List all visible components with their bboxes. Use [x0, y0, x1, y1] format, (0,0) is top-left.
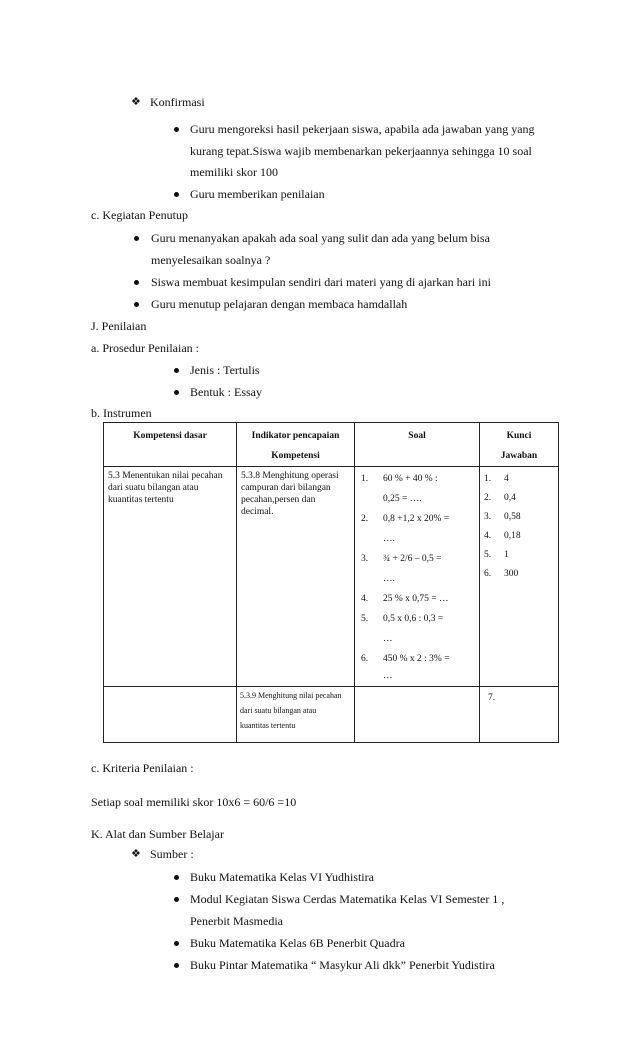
sumber-item-2-line-2: Penerbit Masmedia	[190, 914, 283, 928]
bullet-icon	[134, 302, 139, 307]
indikator-cell-2	[237, 687, 355, 743]
soal-line-2: …	[383, 634, 393, 644]
kunci-number: 4.	[484, 531, 492, 541]
indikator-2-line-3: kuantitas tertentu	[240, 721, 296, 730]
bullet-icon	[174, 897, 179, 902]
soal-line-2: ….	[383, 574, 395, 584]
kunci-number: 5.	[484, 550, 492, 560]
bullet-icon	[174, 368, 179, 373]
kunci-item	[484, 527, 558, 546]
soal-line-1: ¾ + 2/6 – 0,5 =	[383, 554, 442, 564]
diamond-bullet-icon: ❖	[131, 848, 141, 860]
soal-line-1: 450 % x 2 : 3% =	[383, 654, 450, 664]
soal-number: 1.	[361, 474, 369, 484]
table-row	[104, 467, 559, 687]
sumber-item-3: Buku Matematika Kelas 6B Penerbit Quadra	[190, 936, 405, 950]
soal-cell-empty	[355, 687, 480, 743]
bullet-icon	[174, 963, 179, 968]
header-indikator-line-1: Indikator pencapaian	[251, 431, 340, 441]
kunci-item	[484, 565, 558, 584]
soal-item	[361, 649, 479, 669]
kunci-item	[484, 546, 558, 565]
kunci-list	[480, 467, 558, 584]
kunci-item	[484, 470, 558, 489]
soal-line-1: 0,8 +1,2 x 20% =	[383, 514, 450, 524]
jenis-item: Jenis : Tertulis	[190, 363, 260, 377]
soal-number: 3.	[361, 554, 369, 564]
kunci-number: 6.	[484, 569, 492, 579]
soal-number: 5.	[361, 614, 369, 624]
header-kunci-line-1: Kunci	[506, 431, 532, 441]
kunci-value: 0,4	[504, 493, 516, 503]
header-kunci-line-2: Jawaban	[500, 451, 538, 461]
instrumen-heading: b. Instrumen	[91, 406, 152, 420]
kunci-number: 3.	[484, 512, 492, 522]
header-soal	[355, 423, 480, 467]
bullet-icon	[174, 390, 179, 395]
diamond-bullet-icon: ❖	[131, 96, 141, 108]
konfirmasi-item-1-line-1: Guru mengoreksi hasil pekerjaan siswa, apabila ada jawaban yang yang	[190, 122, 535, 136]
table-row	[104, 687, 559, 743]
kunci-value: 0,58	[504, 512, 521, 522]
penutup-heading: c. Kegiatan Penutup	[91, 208, 188, 222]
konfirmasi-item-1-line-3: memiliki skor 100	[190, 165, 278, 179]
indikator-text: 5.3.8 Menghitung operasi campuran dari bilangan pecahan,persen dan decimal.	[241, 471, 339, 517]
sumber-item-1: Buku Matematika Kelas VI Yudhistira	[190, 870, 374, 884]
soal-line-2: 0,25 = ….	[383, 494, 422, 504]
indikator-cell	[237, 467, 355, 687]
bullet-icon	[174, 192, 179, 197]
prosedur-heading: a. Prosedur Penilaian :	[91, 341, 199, 355]
kunci-cell-2	[480, 687, 559, 743]
kunci-number: 1.	[484, 474, 492, 484]
kd-cell	[104, 467, 237, 687]
bullet-icon	[134, 236, 139, 241]
soal-item	[361, 609, 479, 649]
soal-item	[361, 469, 479, 509]
penutup-item-1-line-1: Guru menanyakan apakah ada soal yang sulit dan ada yang belum bisa	[151, 231, 490, 245]
sumber-item-2-line-1: Modul Kegiatan Siswa Cerdas Matematika Kelas VI Semester 1 ,	[190, 892, 505, 906]
sumber-heading: Sumber :	[150, 847, 194, 861]
penutup-item-3: Guru menutup pelajaran dengan membaca hamdallah	[151, 297, 408, 311]
kunci-value: 300	[504, 569, 519, 579]
soal-number: 6.	[361, 654, 369, 664]
soal-tail: …	[383, 671, 393, 681]
kriteria-text: Setiap soal memiliki skor 10x6 = 60/6 =10	[91, 795, 297, 809]
kunci-item	[484, 508, 558, 527]
bullet-icon	[134, 280, 139, 285]
soal-line-1: 60 % + 40 % :	[383, 474, 438, 484]
soal-line-1: 0,5 x 0,6 : 0,3 =	[383, 614, 444, 624]
alat-heading: K. Alat dan Sumber Belajar	[91, 827, 224, 841]
bullet-icon	[174, 127, 179, 132]
bentuk-item: Bentuk : Essay	[190, 385, 262, 399]
penilaian-heading: J. Penilaian	[91, 319, 147, 333]
header-indikator	[237, 423, 355, 467]
indikator-2-line-1: 5.3.9 Menghitung nilai pecahan	[240, 691, 342, 700]
kunci-7: 7.	[488, 693, 496, 703]
konfirmasi-heading: Konfirmasi	[150, 95, 205, 109]
konfirmasi-item-1-line-2: kurang tepat.Siswa wajib membenarkan pekerjaannya sehingga 10 soal	[190, 144, 532, 158]
header-indikator-line-2: Kompetensi	[271, 451, 320, 461]
sumber-item-4: Buku Pintar Matematika “ Masykur Ali dkk” Penerbit Yudistira	[190, 958, 495, 972]
table-header-row	[104, 423, 559, 467]
kd-text: 5.3 Menentukan nilai pecahan dari suatu bilangan atau kuantitas tertentu	[108, 471, 223, 505]
soal-number: 2.	[361, 514, 369, 524]
header-kompetensi-dasar	[104, 423, 237, 467]
konfirmasi-item-2: Guru memberikan penilaian	[190, 187, 325, 201]
soal-list	[355, 467, 479, 669]
kriteria-heading: c. Kriteria Penilaian :	[91, 761, 194, 775]
kunci-number: 2.	[484, 493, 492, 503]
indikator-2-line-2: dari suatu bilangan atau	[240, 706, 317, 715]
soal-line-2: ….	[383, 534, 395, 544]
header-kunci-jawaban	[480, 423, 559, 467]
kd-cell-empty	[104, 687, 237, 743]
soal-line-1: 25 % x 0,75 = …	[383, 594, 449, 604]
soal-item	[361, 509, 479, 549]
soal-number: 4.	[361, 594, 369, 604]
instrument-table	[103, 422, 559, 743]
kunci-item	[484, 489, 558, 508]
kunci-value: 0,18	[504, 531, 521, 541]
kunci-cell	[480, 467, 559, 687]
soal-cell	[355, 467, 480, 687]
penutup-item-2: Siswa membuat kesimpulan sendiri dari materi yang di ajarkan hari ini	[151, 275, 491, 289]
soal-item	[361, 549, 479, 589]
header-soal-label: Soal	[408, 431, 426, 441]
soal-item	[361, 589, 479, 609]
bullet-icon	[174, 941, 179, 946]
bullet-icon	[174, 875, 179, 880]
kunci-value: 4	[504, 474, 509, 484]
kunci-value: 1	[504, 550, 509, 560]
header-kompetensi-dasar-label: Kompetensi dasar	[133, 431, 207, 441]
penutup-item-1-line-2: menyelesaikan soalnya ?	[151, 253, 271, 267]
